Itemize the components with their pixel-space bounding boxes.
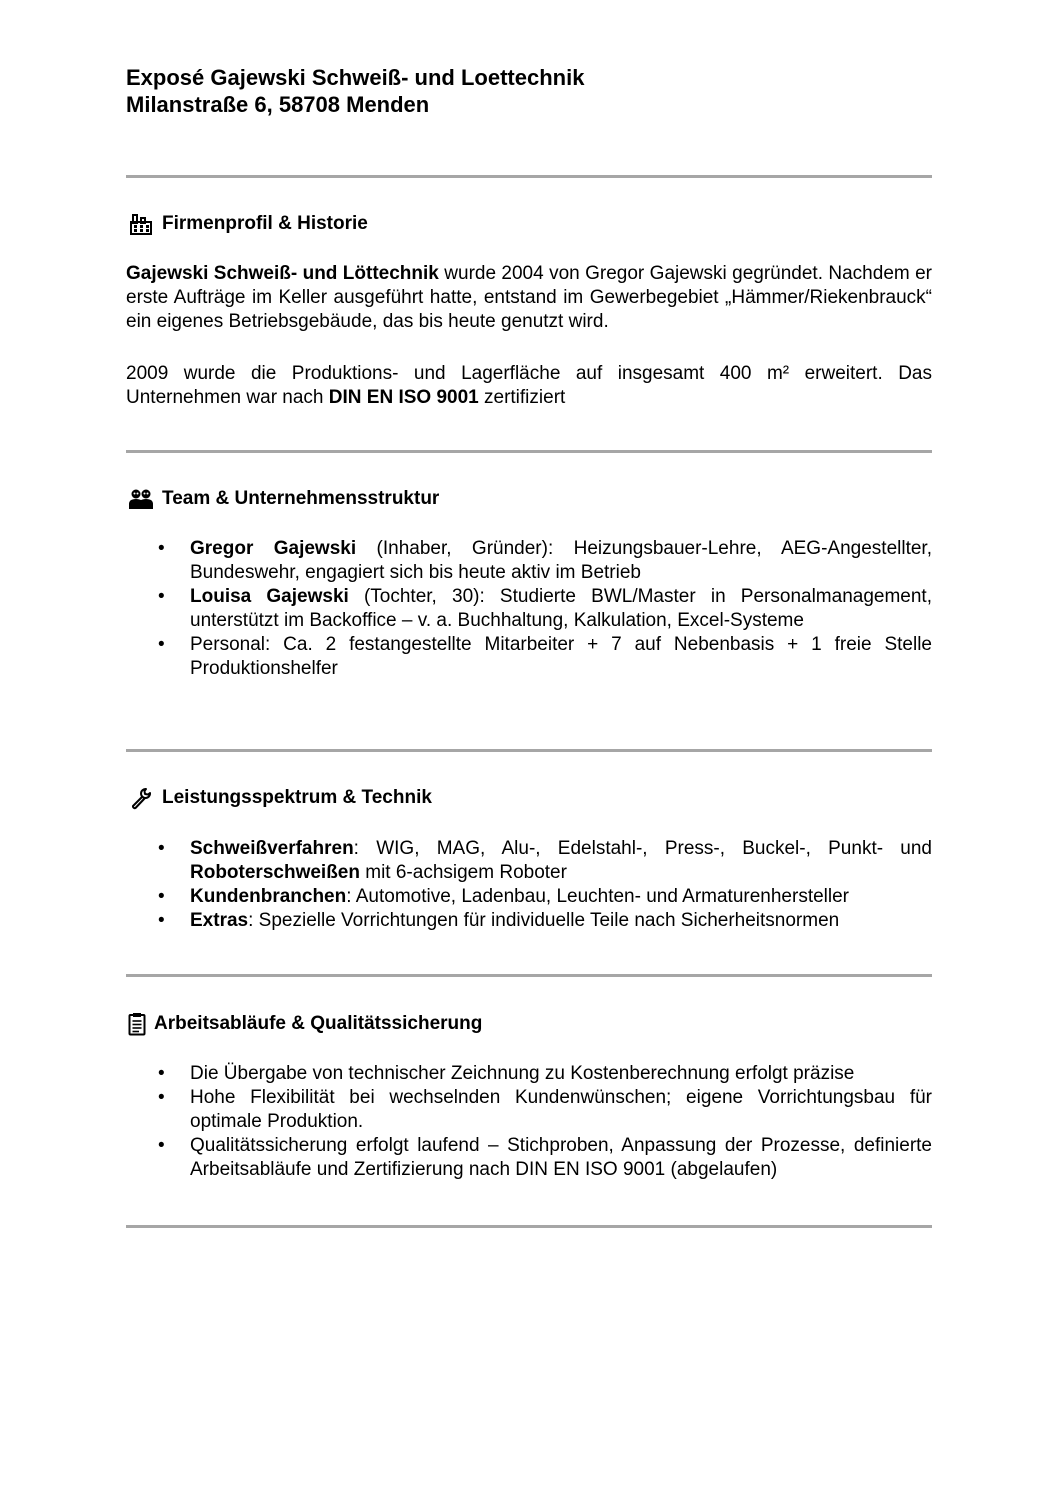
services-list — [126, 837, 932, 933]
item-text: Qualitätssicherung erfolgt laufend – Stichproben, Anpassung der Prozesse, definierte Arbeitsabläufe und Zertifizierung nach DIN EN ISO 9001 (abgelaufen) — [190, 1135, 932, 1180]
bullet-icon: • — [158, 1087, 165, 1108]
item-text: Hohe Flexibilität bei wechselnden Kundenwünschen; eigene Vorrichtungsbau für optimale Produktion. — [190, 1087, 932, 1132]
section-heading-profile — [128, 212, 368, 236]
certification-name: DIN EN ISO 9001 — [328, 387, 479, 408]
item-label: Schweißverfahren — [190, 838, 354, 859]
divider — [126, 749, 932, 752]
team-list — [126, 537, 932, 681]
divider — [126, 974, 932, 977]
list-item — [126, 585, 932, 633]
divider — [126, 175, 932, 178]
section-heading-label: Firmenprofil & Historie — [162, 213, 368, 234]
item-text: : Automotive, Ladenbau, Leuchten- und Armaturenhersteller — [346, 886, 850, 907]
staff-description: Personal: Ca. 2 festangestellte Mitarbeiter + 7 auf Nebenbasis + 1 freie Stelle Produktionshelfer — [190, 634, 932, 679]
profile-text: wurde 2004 von Gregor Gajewski gegründet. Nachdem er erste Aufträge im Keller ausgeführt hatte, entstand im Gewerbegebiet „Hämmer/Riekenbrauck“ ein eigenes Betriebsgebäude, das bis heute genutzt wird. — [126, 263, 933, 332]
wrench-icon — [128, 786, 154, 810]
item-text: : Spezielle Vorrichtungen für individuelle Teile nach Sicherheitsnormen — [248, 910, 840, 931]
list-item — [126, 1062, 932, 1086]
list-item — [126, 537, 932, 585]
bullet-icon: • — [158, 838, 165, 859]
section-heading-services — [128, 786, 432, 810]
list-item — [126, 1086, 932, 1134]
section-heading-team — [128, 487, 439, 511]
bullet-icon: • — [158, 1135, 165, 1156]
profile-paragraph-1 — [126, 262, 932, 334]
bullet-icon: • — [158, 586, 165, 607]
clipboard-icon — [128, 1012, 146, 1036]
divider — [126, 450, 932, 453]
person-name: Louisa Gajewski — [190, 586, 349, 607]
section-heading-label: Arbeitsabläufe & Qualitätssicherung — [154, 1013, 483, 1034]
people-icon — [128, 487, 154, 511]
document-title — [126, 64, 584, 118]
item-label: Roboterschweißen — [190, 862, 360, 883]
list-item — [126, 1134, 932, 1182]
list-item — [126, 633, 932, 681]
bullet-icon: • — [158, 1063, 165, 1084]
section-heading-label: Leistungsspektrum & Technik — [162, 787, 432, 808]
bullet-icon: • — [158, 634, 165, 655]
bullet-icon: • — [158, 886, 165, 907]
list-item — [126, 909, 932, 933]
item-text: Die Übergabe von technischer Zeichnung zu Kostenberechnung erfolgt präzise — [190, 1063, 855, 1084]
section-heading-quality — [128, 1012, 482, 1036]
list-item — [126, 837, 932, 885]
title-line-1: Exposé Gajewski Schweiß- und Loettechnik — [126, 65, 585, 90]
company-name: Gajewski Schweiß- und Löttechnik — [126, 263, 439, 284]
person-description: (Inhaber, Gründer): Heizungsbauer-Lehre, AEG-Angestellter, Bundeswehr, engagiert sich bis heute aktiv im Betrieb — [190, 538, 932, 583]
person-name: Gregor Gajewski — [190, 538, 357, 559]
factory-icon — [128, 212, 154, 236]
quality-list — [126, 1062, 932, 1182]
list-item — [126, 885, 932, 909]
item-label: Extras — [190, 910, 249, 931]
title-line-2: Milanstraße 6, 58708 Menden — [126, 92, 430, 117]
bullet-icon: • — [158, 910, 165, 931]
section-heading-label: Team & Unternehmensstruktur — [162, 488, 440, 509]
person-description: (Tochter, 30): Studierte BWL/Master in Personalmanagement, unterstützt im Backoffice – v. a. Buchhaltung, Kalkulation, Excel-Systeme — [190, 586, 932, 631]
item-label: Kundenbranchen — [190, 886, 347, 907]
divider — [126, 1225, 932, 1228]
item-text: : WIG, MAG, Alu-, Edelstahl-, Press-, Buckel-, Punkt- und — [353, 838, 932, 859]
profile-text-2: 2009 wurde die Produktions- und Lagerfläche auf insgesamt 400 m² erweitert. Das Unternehmen war nach — [126, 363, 932, 408]
profile-text-3: zertifiziert — [478, 387, 566, 408]
bullet-icon: • — [158, 538, 165, 559]
item-text: mit 6-achsigem Roboter — [359, 862, 567, 883]
profile-paragraph-2 — [126, 362, 932, 410]
